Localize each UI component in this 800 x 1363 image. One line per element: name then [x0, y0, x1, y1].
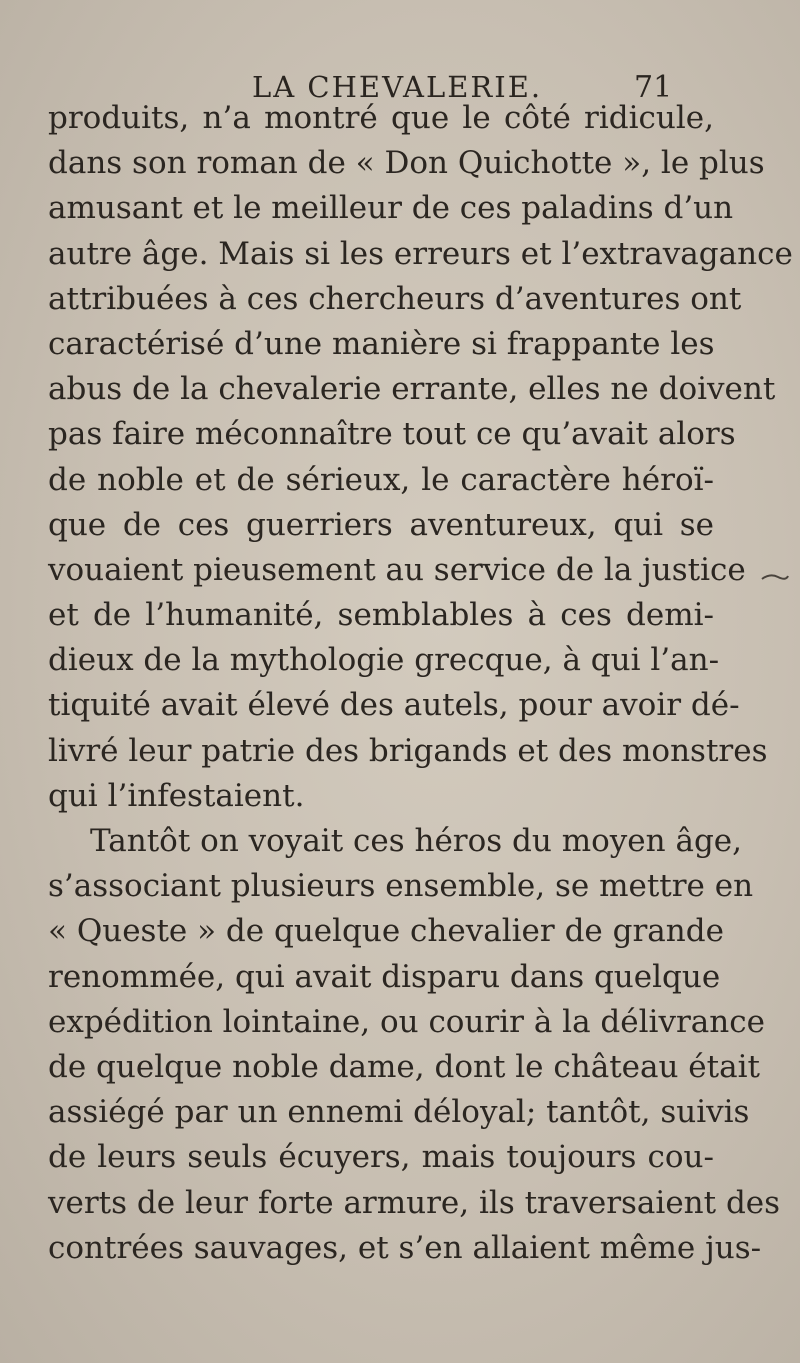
text-line: amusant et le meilleur de ces paladins d’un [48, 190, 734, 227]
text-line: de quelque noble dame, dont le château était [48, 1048, 760, 1085]
text-line: dans son roman de « Don Quichotte », le plus [48, 145, 765, 182]
page-number: 71 [634, 70, 673, 105]
text-line: tiquité avait élevé des autels, pour avoir dé- [48, 687, 740, 724]
text-line: de noble et de sérieux, le caractère héroï- [48, 461, 714, 498]
text-line: assiégé par un ennemi déloyal; tantôt, suivis [48, 1094, 750, 1131]
text-line: caractérisé d’une manière si frappante les [48, 325, 715, 362]
text-line: attribuées à ces chercheurs d’aventures ont [48, 280, 742, 317]
text-line: expédition lointaine, ou courir à la délivrance [48, 1003, 765, 1040]
paragraph-start-line: Tantôt on voyait ces héros du moyen âge, [90, 823, 742, 859]
paragraph-end-line: qui l’infestaient. [48, 777, 305, 814]
text-line: vouaient pieusement au service de la justice [48, 551, 746, 588]
text-line: autre âge. Mais si les erreurs et l’extravagance [48, 235, 793, 272]
running-title: LA CHEVALERIE. [252, 70, 543, 104]
text-line: de leurs seuls écuyers, mais toujours cou- [48, 1139, 714, 1176]
text-line: livré leur patrie des brigands et des monstres [48, 732, 768, 769]
margin-dash-mark [760, 570, 790, 584]
text-line: que de ces guerriers aventureux, qui se [48, 506, 714, 543]
text-line: contrées sauvages, et s’en allaient même jus- [48, 1229, 762, 1266]
text-line: dieux de la mythologie grecque, à qui l’an- [48, 642, 720, 679]
text-line: verts de leur forte armure, ils traversaient des [48, 1184, 781, 1221]
text-line: produits, n’a montré que le côté ridicule, [48, 100, 714, 136]
text-line: abus de la chevalerie errante, elles ne doivent [48, 371, 776, 408]
text-line: renommée, qui avait disparu dans quelque [48, 958, 721, 995]
text-line: pas faire méconnaître tout ce qu’avait alors [48, 416, 736, 453]
text-line: « Queste » de quelque chevalier de grande [48, 913, 724, 950]
text-line: et de l’humanité, semblables à ces demi- [48, 597, 714, 634]
text-line: s’associant plusieurs ensemble, se mettre en [48, 868, 754, 905]
body-text [48, 96, 793, 1271]
